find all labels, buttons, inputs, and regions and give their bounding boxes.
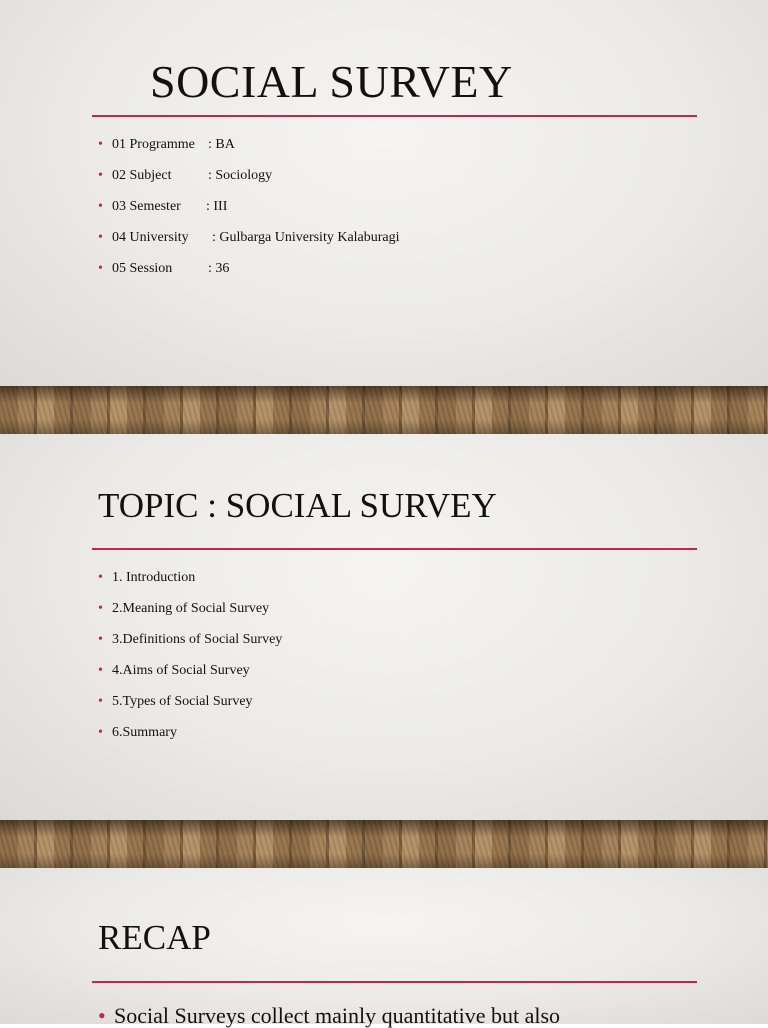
slide-1-title-rule xyxy=(92,115,697,117)
slide-2-bullet-list xyxy=(98,570,282,756)
slide-3-bullet-list xyxy=(98,1004,560,1028)
bullet-icon: • xyxy=(98,694,103,709)
bullet-icon: • xyxy=(98,199,103,214)
bullet-icon: • xyxy=(98,570,103,585)
list-item: • 6.Summary xyxy=(98,725,177,740)
list-item: • 05 Session : 36 xyxy=(98,261,230,276)
wood-floor-divider xyxy=(0,820,768,868)
slide-2-title-rule xyxy=(92,548,697,550)
slide-1-bullet-list xyxy=(98,137,400,292)
list-item: • 3.Definitions of Social Survey xyxy=(98,632,283,647)
slide-3-title-rule xyxy=(92,981,697,983)
bullet-icon: • xyxy=(98,601,103,616)
bullet-icon: • xyxy=(98,725,103,740)
list-item: • 5.Types of Social Survey xyxy=(98,694,253,709)
list-item: • 1. Introduction xyxy=(98,570,196,585)
list-item: • 01 Programme : BA xyxy=(98,137,235,152)
list-item: • 04 University : Gulbarga University Kalaburagi xyxy=(98,230,400,245)
list-item: • 4.Aims of Social Survey xyxy=(98,663,250,678)
list-item: • 02 Subject : Sociology xyxy=(98,168,273,183)
slide-1-title: SOCIAL SURVEY xyxy=(150,56,513,107)
bullet-icon: • xyxy=(98,632,103,647)
list-item: • 03 Semester : III xyxy=(98,199,228,214)
wood-floor-divider xyxy=(0,386,768,434)
list-item: • Social Surveys collect mainly quantitative but also xyxy=(98,1003,561,1028)
bullet-icon: • xyxy=(98,230,103,245)
slide-1 xyxy=(0,0,768,386)
bullet-icon: • xyxy=(98,663,103,678)
slide-2-title: TOPIC : SOCIAL SURVEY xyxy=(98,486,497,525)
slide-3-title: RECAP xyxy=(98,918,211,957)
bullet-icon: • xyxy=(98,261,103,276)
list-item: • 2.Meaning of Social Survey xyxy=(98,601,270,616)
bullet-icon: • xyxy=(98,1003,106,1028)
bullet-icon: • xyxy=(98,137,103,152)
bullet-icon: • xyxy=(98,168,103,183)
